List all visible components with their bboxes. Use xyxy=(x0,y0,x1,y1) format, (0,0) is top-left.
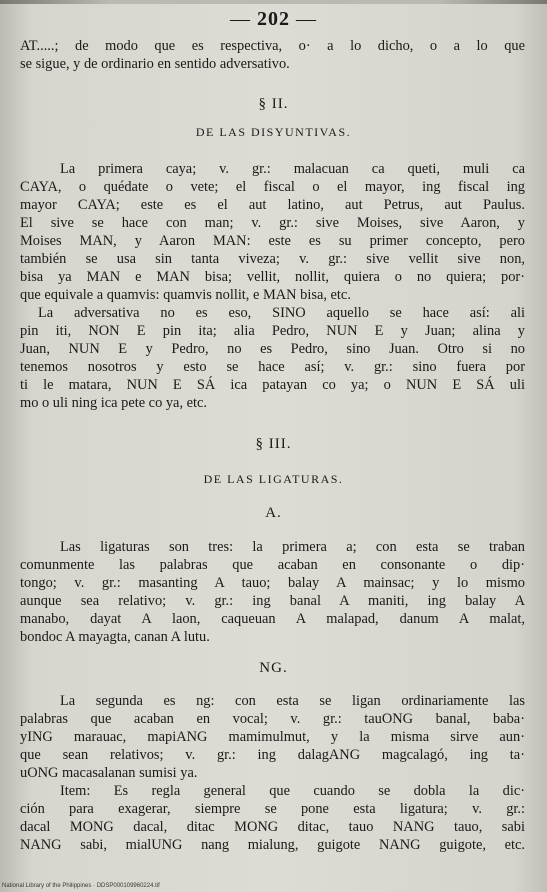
text-line: tenemos nosotros y esto se hace así; v. gr.: sino fuera por xyxy=(20,359,525,375)
text-line: dacal MONG dacal, ditac MONG ditac, tauo NANG tauo, sabi xyxy=(20,819,525,835)
section-title: DE LAS DISYUNTIVAS. xyxy=(195,125,352,139)
text-line: La adversativa no es eso, SINO aquello se hace así: ali xyxy=(38,305,525,321)
text-line: ti le matara, NUN E SÁ ica patayan co ya; o NUN E SÁ uli xyxy=(20,377,525,393)
text-line: CAYA, o quédate o vete; el fiscal o el mayor, ing fiscal ing xyxy=(20,179,525,195)
text-line: comunmente las palabras que acaban en consonante o dip· xyxy=(20,557,525,573)
text-line: tongo; v. gr.: masanting A tauo; balay A mainsac; y lo mismo xyxy=(20,575,525,591)
text-line: El sive se hace con man; v. gr.: sive Moises, sive Aaron, y xyxy=(20,215,525,231)
text-line: que sean relativos; v. gr.: ing dalagANG magcalagó, ing ta· xyxy=(20,747,525,763)
page-number: 202 xyxy=(257,8,290,30)
text-line: aunque sea relativo; v. gr.: ing banal A maniti, ing balay A xyxy=(20,593,525,609)
text-line: uONG macasalanan sumisi ya. xyxy=(20,765,198,781)
header-dash-right: — xyxy=(296,8,317,30)
text-line: Las ligaturas son tres: la primera a; con esta se traban xyxy=(60,539,525,555)
text-line: bondoc A mayagta, canan A lutu. xyxy=(20,629,210,645)
scan-edge xyxy=(0,0,547,4)
text-line: manabo, dayat A laon, caqueuan A malapad, danum A malat, xyxy=(20,611,525,627)
text-line: pin iti, NON E pin ita; alia Pedro, NUN E y Juan; alina y xyxy=(20,323,525,339)
text-line: se sigue, y de ordinario en sentido adversativo. xyxy=(20,56,290,72)
text-line: que equivale a quamvis: quamvis nollit, e MAN bisa, etc. xyxy=(20,287,351,303)
header-dash-left: — xyxy=(230,8,251,30)
section-number: § III. xyxy=(255,436,292,452)
text-line: La segunda es ng: con esta se ligan ordinariamente las xyxy=(60,693,525,709)
text-line: AT.....; de modo que es respectiva, o· a lo dicho, o a lo que xyxy=(20,38,525,54)
scan-footer-credit: National Library of the Philippines · DDSP000109960224.tif xyxy=(2,883,160,889)
page-number-header xyxy=(0,8,547,31)
text-line: mayor CAYA; este es el aut latino, aut Petrus, aut Paulus. xyxy=(20,197,525,213)
text-line: palabras que acaban en vocal; v. gr.: tauONG banal, baba· xyxy=(20,711,525,727)
text-line: mo o uli ning ica pete co ya, etc. xyxy=(20,395,208,411)
text-line: bisa ya MAN e MAN bisa; vellit, nollit, quiera o no quiera; por· xyxy=(20,269,525,285)
section-number: § II. xyxy=(258,96,289,112)
text-line: Item: Es regla general que cuando se dobla la dic· xyxy=(60,783,525,799)
section-title: DE LAS LIGATURAS. xyxy=(203,472,344,486)
text-line: NANG sabi, mialUNG nang mialung, guigote NANG guigote, etc. xyxy=(20,837,525,853)
text-line: yING marauac, mapiANG mamimulmut, y la misma sirve aun· xyxy=(20,729,525,745)
text-line: ción para exagerar, siempre se pone esta ligatura; v. gr.: xyxy=(20,801,525,817)
text-line: también se usa sin tanta viveza; v. gr.: sive vellit sive non, xyxy=(20,251,525,267)
subsection-title: A. xyxy=(265,505,282,521)
text-line: Moises MAN, y Aaron MAN: este es su primer concepto, pero xyxy=(20,233,525,249)
text-line: Juan, NUN E y Pedro, no es Pedro, sino Juan. Otro si no xyxy=(20,341,525,357)
text-line: La primera caya; v. gr.: malacuan ca queti, muli ca xyxy=(60,161,525,177)
subsection-title: NG. xyxy=(259,660,288,676)
